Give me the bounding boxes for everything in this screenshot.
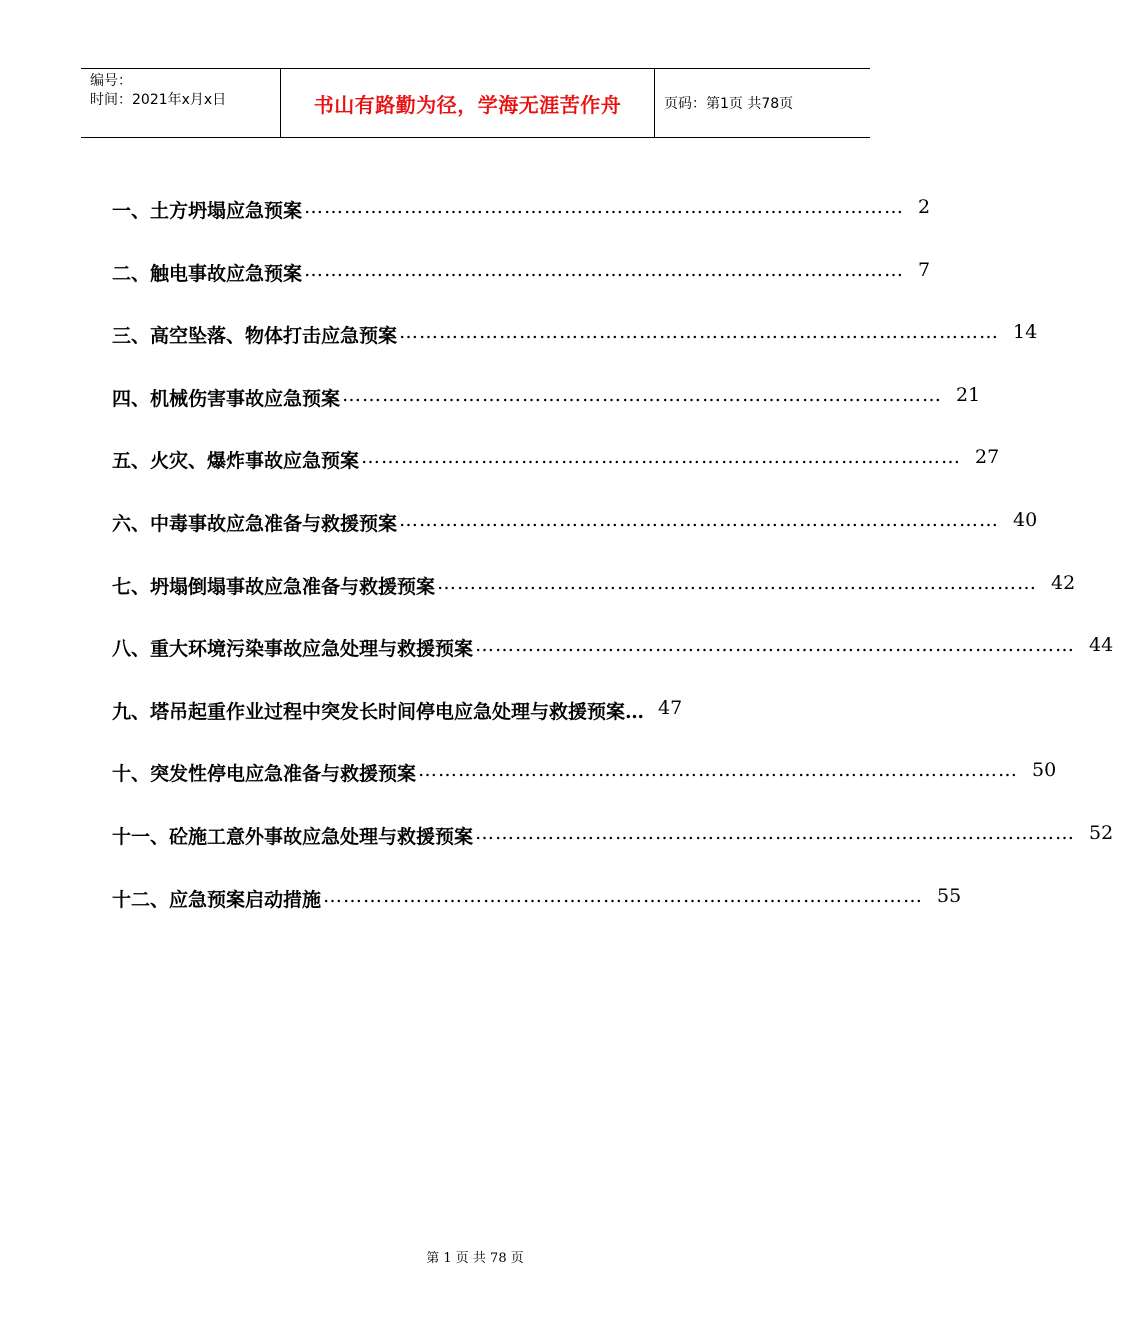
toc-item-title: 二、触电事故应急预案 [112, 262, 303, 285]
header-motto: 书山有路勤为径，学海无涯苦作舟 [281, 69, 655, 137]
header-page-info: 页码：第1页 共78页 [664, 96, 794, 112]
toc-item-page: 50 [1032, 759, 1057, 782]
toc-item-page: 7 [918, 258, 931, 281]
header-meta [81, 69, 281, 137]
toc-item-page: 40 [1013, 508, 1038, 531]
toc-item-title: 四、机械伤害事故应急预案 [112, 387, 341, 410]
toc-item-page: 44 [1089, 634, 1114, 657]
toc-item-title: 一、土方坍塌应急预案 [112, 200, 303, 222]
toc-item-page: 14 [1013, 321, 1038, 344]
toc-item-page: 42 [1051, 571, 1076, 594]
toc-item[interactable] [112, 571, 1076, 635]
toc-leader-dots: ……………………………………………………………………………… [323, 884, 924, 907]
header-code: 编号： [90, 73, 132, 89]
toc-leader-dots: ……………………………………………………………………………… [304, 258, 905, 281]
page-footer: 第 1 页 共 78 页 [426, 1251, 524, 1266]
toc-leader-dots: ……………………………………………………………………………… [304, 196, 905, 218]
toc-leader-dots: ……………………………………………………………………………… [342, 383, 943, 406]
page-header [81, 68, 870, 138]
toc-leader-dots: ……………………………………………………………………………… [418, 759, 1019, 782]
toc-item-title: 十二、应急预案启动措施 [112, 888, 322, 911]
toc-item-page: 2 [918, 196, 931, 218]
toc-item-page: 52 [1089, 821, 1114, 844]
toc-item[interactable] [112, 383, 981, 447]
toc-item[interactable] [112, 634, 1114, 697]
toc-item-title: 十一、砼施工意外事故应急处理与救援预案 [112, 825, 474, 848]
toc-item-title: 三、高空坠落、物体打击应急预案 [112, 325, 398, 348]
toc-item[interactable] [112, 697, 792, 760]
toc-leader-dots: ……………………………………………………………………………… [437, 571, 1038, 594]
toc-item-title: 八、重大环境污染事故应急处理与救援预案 [112, 638, 474, 661]
toc-leader-dots: ……………………………………………………………………………… [399, 321, 1000, 344]
toc-item-page: 55 [937, 884, 962, 907]
toc-item-title: 七、坍塌倒塌事故应急准备与救援预案 [112, 575, 436, 598]
toc-item-page: 47 [658, 696, 683, 719]
toc-item[interactable] [112, 258, 931, 322]
toc-leader-dots: ……………………………………………………………………………… [475, 821, 1076, 844]
toc-item[interactable] [112, 508, 1038, 572]
toc-item-page: 27 [975, 446, 1000, 469]
toc-item[interactable] [112, 821, 1114, 885]
toc-item-title: 九、塔吊起重作业过程中突发长时间停电应急处理与救援预案… [112, 700, 645, 723]
toc-item-page: 21 [956, 383, 981, 406]
toc-item[interactable] [112, 446, 1000, 509]
toc-item-title: 五、火灾、爆炸事故应急预案 [112, 450, 360, 473]
toc-item[interactable] [112, 196, 931, 259]
header-time: 时间：2021年x月x日 [90, 92, 227, 108]
toc-leader-dots: ……………………………………………………………………………… [361, 446, 962, 469]
toc-leader-dots: ……………………………………………………………………………… [475, 634, 1076, 657]
toc-leader-dots: ……………………………………………………………………………… [399, 508, 1000, 531]
toc-item[interactable] [112, 884, 962, 948]
toc-item-title: 十、突发性停电应急准备与救援预案 [112, 763, 417, 786]
table-of-contents [112, 196, 1114, 947]
toc-item[interactable] [112, 759, 1057, 822]
toc-item[interactable] [112, 321, 1038, 384]
toc-item-title: 六、中毒事故应急准备与救援预案 [112, 512, 398, 535]
